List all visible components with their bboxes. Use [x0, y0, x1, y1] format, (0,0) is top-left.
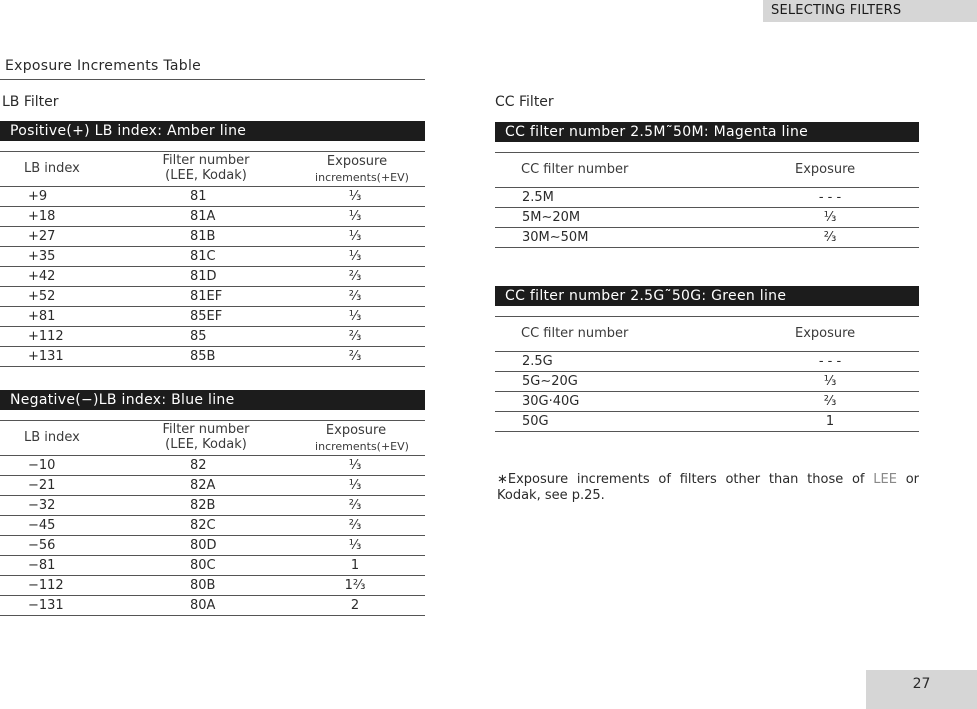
- exposure-cell: ⅔: [348, 289, 362, 304]
- filter-number-cell: 81D: [190, 269, 217, 284]
- cc-magenta-header: [495, 152, 919, 188]
- table-row: [0, 556, 425, 576]
- lb-index-cell: −45: [28, 518, 56, 533]
- col-exposure-unit: increments(+EV): [315, 440, 409, 453]
- lb-negative-bar: Negative(−)LB index: Blue line: [0, 390, 425, 410]
- cc-magenta-bar: CC filter number 2.5M˜50M: Magenta line: [495, 122, 919, 142]
- cc-green-bar: CC filter number 2.5G˜50G: Green line: [495, 286, 919, 306]
- lb-index-cell: +42: [28, 269, 56, 284]
- cc-green-table: [495, 286, 919, 432]
- col-lb-index: LB index: [24, 430, 80, 445]
- filter-number-cell: 80A: [190, 598, 216, 613]
- table-row: [0, 327, 425, 347]
- exposure-cell: ⅔: [348, 269, 362, 284]
- cc-magenta-table: [495, 122, 919, 248]
- cc-filter-cell: 50G: [522, 414, 549, 429]
- col-filter-brand: (LEE, Kodak): [165, 437, 247, 452]
- table-row: [495, 208, 919, 228]
- filter-number-cell: 85: [190, 329, 207, 344]
- lb-negative-header: [0, 420, 425, 456]
- filter-number-cell: 82: [190, 458, 207, 473]
- table-row: [0, 227, 425, 247]
- exposure-cell: ⅓: [348, 309, 362, 324]
- col-cc-filter-number: CC filter number: [521, 326, 629, 341]
- lb-positive-table: [0, 121, 425, 367]
- exposure-cell: - - -: [818, 354, 842, 369]
- lb-positive-bar: Positive(+) LB index: Amber line: [0, 121, 425, 141]
- table-row: [0, 267, 425, 287]
- footnote-prefix: ∗Exposure increments of filters other than those of: [497, 472, 874, 487]
- exposure-cell: ⅓: [823, 374, 837, 389]
- table-row: [495, 392, 919, 412]
- table-row: [0, 576, 425, 596]
- exposure-cell: ⅓: [348, 538, 362, 553]
- table-row: [0, 496, 425, 516]
- col-exposure: Exposure: [795, 162, 856, 177]
- table-row: [0, 247, 425, 267]
- lb-index-cell: −32: [28, 498, 56, 513]
- title-divider: [0, 79, 425, 80]
- exposure-cell: 2: [350, 598, 360, 613]
- filter-number-cell: 85B: [190, 349, 216, 364]
- lb-index-cell: +18: [28, 209, 56, 224]
- table-row: [495, 228, 919, 248]
- table-row: [0, 207, 425, 227]
- filter-number-cell: 81B: [190, 229, 216, 244]
- table-row: [495, 412, 919, 432]
- col-exposure: Exposure: [326, 154, 388, 169]
- cc-magenta-rows: [495, 188, 919, 248]
- lb-index-cell: −10: [28, 458, 56, 473]
- lb-index-cell: −81: [28, 558, 56, 573]
- table-row: [0, 287, 425, 307]
- cc-filter-cell: 2.5G: [522, 354, 553, 369]
- table-row: [0, 307, 425, 327]
- table-row: [0, 596, 425, 616]
- col-cc-filter-number: CC filter number: [521, 162, 629, 177]
- table-row: [0, 476, 425, 496]
- col-exposure-unit: increments(+EV): [315, 171, 409, 184]
- lb-index-cell: −21: [28, 478, 56, 493]
- exposure-cell: ⅔: [348, 349, 362, 364]
- cc-filter-cell: 5G∼20G: [522, 374, 578, 389]
- exposure-cell: ⅓: [823, 210, 837, 225]
- table-row: [495, 188, 919, 208]
- table-row: [0, 187, 425, 207]
- col-filter-number: Filter number: [162, 153, 250, 168]
- lb-index-cell: +9: [28, 189, 48, 204]
- lb-index-cell: +27: [28, 229, 56, 244]
- cc-filter-cell: 30G·40G: [522, 394, 580, 409]
- lb-index-cell: −131: [28, 598, 64, 613]
- col-filter-number: Filter number: [162, 422, 250, 437]
- exposure-cell: 1: [825, 414, 835, 429]
- lb-index-cell: +35: [28, 249, 56, 264]
- col-exposure: Exposure: [325, 423, 387, 438]
- cc-filter-cell: 30M∼50M: [522, 230, 589, 245]
- cc-filter-heading: CC Filter: [495, 94, 554, 110]
- exposure-cell: ⅔: [348, 329, 362, 344]
- filter-number-cell: 81: [190, 189, 207, 204]
- exposure-cell: ⅓: [348, 229, 362, 244]
- table-row: [0, 347, 425, 367]
- lb-negative-rows: [0, 456, 425, 616]
- exposure-cell: ⅔: [823, 230, 837, 245]
- exposure-cell: ⅓: [348, 478, 362, 493]
- footnote: [497, 472, 919, 504]
- cc-filter-cell: 2.5M: [522, 190, 554, 205]
- exposure-cell: - - -: [818, 190, 842, 205]
- page-number: 27: [866, 670, 977, 709]
- filter-number-cell: 82B: [190, 498, 216, 513]
- filter-number-cell: 85EF: [190, 309, 223, 324]
- footnote-lee: LEE: [873, 472, 897, 487]
- exposure-cell: ⅓: [348, 249, 362, 264]
- exposure-cell: ⅓: [348, 209, 362, 224]
- table-row: [0, 536, 425, 556]
- table-row: [0, 516, 425, 536]
- lb-index-cell: +81: [28, 309, 56, 324]
- filter-number-cell: 80B: [190, 578, 216, 593]
- filter-number-cell: 81C: [190, 249, 216, 264]
- lb-filter-heading: LB Filter: [2, 94, 59, 110]
- table-row: [495, 372, 919, 392]
- cc-green-header: [495, 316, 919, 352]
- cc-filter-cell: 5M∼20M: [522, 210, 581, 225]
- exposure-cell: ⅔: [823, 394, 837, 409]
- table-row: [0, 456, 425, 476]
- lb-positive-rows: [0, 187, 425, 367]
- col-exposure: Exposure: [795, 326, 856, 341]
- lb-index-cell: +52: [28, 289, 56, 304]
- filter-number-cell: 80D: [190, 538, 217, 553]
- exposure-cell: ⅔: [348, 518, 362, 533]
- col-filter-brand: (LEE, Kodak): [165, 168, 247, 183]
- section-tab: SELECTING FILTERS: [763, 0, 977, 22]
- lb-index-cell: +112: [28, 329, 64, 344]
- filter-number-cell: 82A: [190, 478, 216, 493]
- page-title: Exposure Increments Table: [5, 58, 202, 74]
- filter-number-cell: 82C: [190, 518, 216, 533]
- filter-number-cell: 80C: [190, 558, 216, 573]
- lb-index-cell: +131: [28, 349, 64, 364]
- table-row: [495, 352, 919, 372]
- filter-number-cell: 81A: [190, 209, 216, 224]
- lb-index-cell: −56: [28, 538, 56, 553]
- col-lb-index: LB index: [24, 161, 80, 176]
- lb-positive-header: [0, 151, 425, 187]
- footnote-suffix: or Kodak, see p.25.: [497, 472, 919, 503]
- exposure-cell: 1⅔: [344, 578, 366, 593]
- exposure-cell: ⅔: [348, 498, 362, 513]
- cc-green-rows: [495, 352, 919, 432]
- exposure-cell: ⅓: [348, 458, 362, 473]
- exposure-cell: ⅓: [348, 189, 362, 204]
- filter-number-cell: 81EF: [190, 289, 223, 304]
- exposure-cell: 1: [350, 558, 360, 573]
- lb-negative-table: [0, 390, 425, 616]
- lb-index-cell: −112: [28, 578, 64, 593]
